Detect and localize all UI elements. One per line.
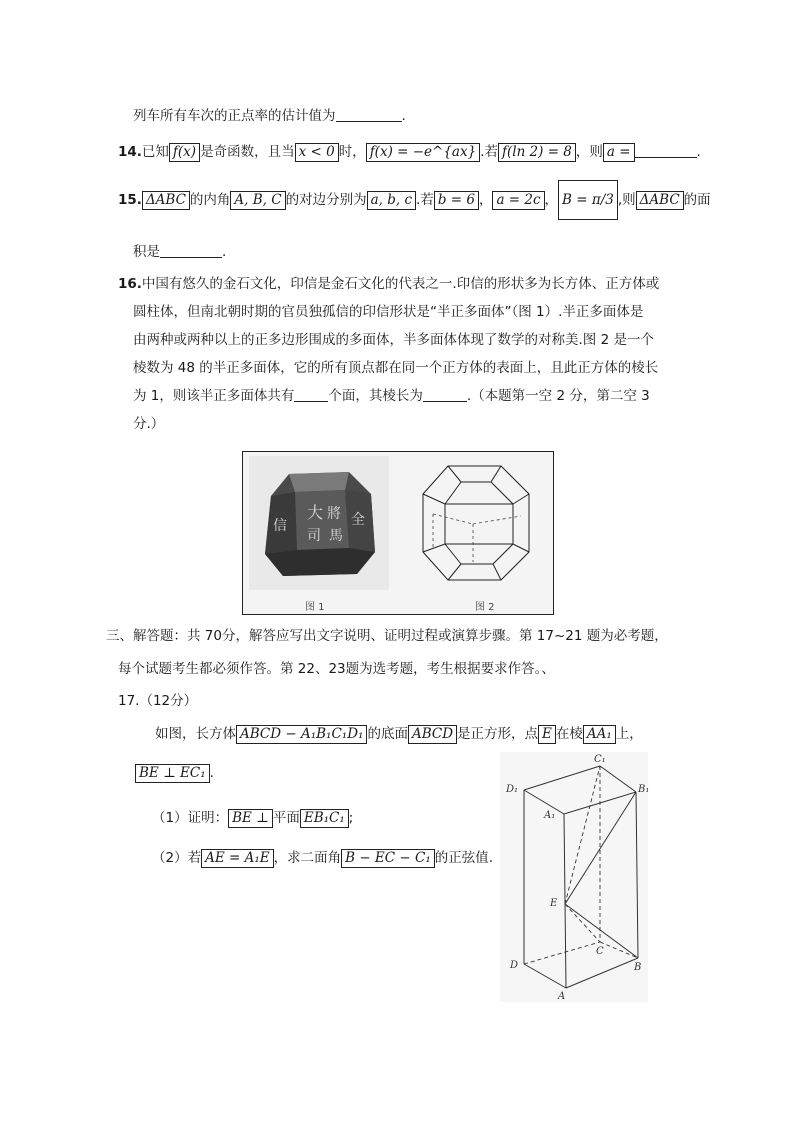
- vertex-label: C₁: [594, 754, 606, 765]
- text: ;: [348, 810, 354, 826]
- question-number: 16.: [118, 276, 142, 292]
- math-expr: ΔABC: [636, 191, 684, 210]
- math-expr: f(x): [169, 143, 200, 162]
- math-expr: a = 2c: [492, 191, 544, 210]
- question-17-part-1: [152, 806, 353, 828]
- math-expr: f(ln 2) = 8: [498, 143, 576, 162]
- section-3-heading: 三、解答题：共 70分，解答应写出文字说明、证明过程或演算步骤。第 17~21 题为必考题，: [106, 628, 668, 644]
- text: 的对边分别为: [285, 192, 367, 208]
- vertex-label: D: [510, 960, 519, 971]
- text: 积是: [133, 244, 160, 260]
- text: 的底面: [367, 726, 408, 742]
- text: 圆柱体，但南北朝时期的官员独孤信的印信形状是“半正多面体”（图 1）.半正多面体是: [133, 304, 644, 320]
- math-expr: BE ⊥: [228, 809, 273, 828]
- text: 个面，其棱长为: [328, 388, 423, 404]
- question-17-part-2: [152, 846, 493, 868]
- vertex-label: A₁: [544, 810, 556, 821]
- section-3-instructions: 每个试题考生都必须作答。第 22、23题为选考题，考生根据要求作答。、: [118, 661, 555, 677]
- text: 的内角: [189, 192, 231, 208]
- text: 棱数为 48 的半正多面体，它的所有顶点都在同一个正方体的表面上，且此正方体的棱长: [133, 360, 659, 376]
- answer-blank: [336, 107, 402, 122]
- answer-blank: [160, 243, 222, 258]
- math-expr: E: [538, 725, 556, 744]
- text: （2）若: [152, 850, 202, 866]
- line-1: [133, 104, 406, 124]
- text: 为 1，则该半正多面体共有: [133, 388, 295, 404]
- text: 的面: [683, 192, 711, 208]
- answer-blank: [294, 387, 328, 402]
- math-expr: a, b, c: [367, 191, 416, 210]
- text: ,则: [617, 192, 636, 208]
- math-expr: AE = A₁E: [201, 849, 274, 868]
- math-expr: AA₁: [583, 725, 616, 744]
- question-number: 14.: [118, 144, 142, 160]
- text: ，求二面角: [273, 850, 342, 866]
- figure-2-caption: 图 2: [475, 602, 495, 613]
- vertex-label: C: [596, 946, 604, 957]
- text: .: [401, 108, 406, 124]
- text: 在棱: [555, 726, 583, 742]
- question-14: [118, 140, 701, 162]
- seal-char: 司: [307, 528, 321, 544]
- text: ，: [544, 192, 559, 208]
- text: .若: [480, 144, 498, 160]
- question-17-stem-cont: [135, 764, 214, 783]
- vertex-label: B: [634, 962, 642, 973]
- cuboid-diagram: [500, 752, 648, 1002]
- text: .: [222, 244, 227, 260]
- text: .若: [416, 192, 434, 208]
- text: 中国有悠久的金石文化，印信是金石文化的代表之一.印信的形状多为长方体、正方体或: [141, 276, 660, 292]
- text: 平面: [272, 810, 300, 826]
- text: .（本题第一空 2 分，第二空 3: [466, 388, 650, 404]
- text: .: [209, 765, 214, 781]
- question-17-header: 17.（12分）: [118, 693, 198, 709]
- text: 上，: [615, 726, 643, 742]
- question-15: [118, 180, 711, 220]
- text: 的正弦值.: [434, 850, 494, 866]
- text: （1）证明：: [152, 810, 229, 826]
- seal-photo: [249, 456, 389, 590]
- text: 由两种或两种以上的正多边形围成的多面体，半多面体体现了数学的对称美.图 2 是一个: [133, 332, 654, 348]
- seal-char: 大: [307, 503, 324, 522]
- math-expr: x < 0: [295, 143, 339, 162]
- math-expr: B − EC − C₁: [341, 849, 435, 868]
- question-16: [118, 270, 659, 438]
- polyhedron-diagram: [403, 454, 545, 594]
- text: 分.）: [133, 416, 165, 432]
- figure-1-caption: 图 1: [305, 602, 325, 613]
- seal-char: 全: [351, 512, 365, 528]
- math-expr: ABCD − A₁B₁C₁D₁: [236, 725, 367, 744]
- text: ，: [478, 192, 493, 208]
- math-expr: f(x) = −e^{ax}: [366, 143, 481, 162]
- text: 已知: [141, 144, 169, 160]
- math-expr: B = π/3: [558, 180, 618, 220]
- vertex-label: D₁: [506, 784, 519, 795]
- text: 是奇函数，且当: [200, 144, 295, 160]
- math-expr: b = 6: [434, 191, 479, 210]
- math-expr: ΔABC: [142, 191, 190, 210]
- seal-char: 將: [327, 506, 341, 522]
- answer-blank: [635, 143, 697, 158]
- seal-char: 信: [273, 518, 287, 534]
- text: ，则: [575, 144, 603, 160]
- text: 是正方形，点: [457, 726, 539, 742]
- answer-blank: [423, 387, 467, 402]
- math-expr: a =: [603, 143, 635, 162]
- math-expr: EB₁C₁: [300, 809, 349, 828]
- question-number: 15.: [118, 192, 142, 208]
- seal-char: 馬: [329, 528, 343, 544]
- vertex-label: B₁: [638, 784, 650, 795]
- text: 时，: [338, 144, 366, 160]
- vertex-label: E: [550, 898, 558, 909]
- figure-seal-polyhedron: [242, 451, 554, 615]
- math-expr: BE ⊥ EC₁: [135, 764, 210, 783]
- text: 列车所有车次的正点率的估计值为: [133, 108, 336, 124]
- question-15-cont: [133, 240, 226, 260]
- text: 如图，长方体: [155, 726, 236, 742]
- math-expr: ABCD: [408, 725, 457, 744]
- math-expr: A, B, C: [230, 191, 285, 210]
- text: .: [696, 144, 701, 160]
- vertex-label: A: [558, 991, 566, 1002]
- question-17-stem: [155, 722, 643, 744]
